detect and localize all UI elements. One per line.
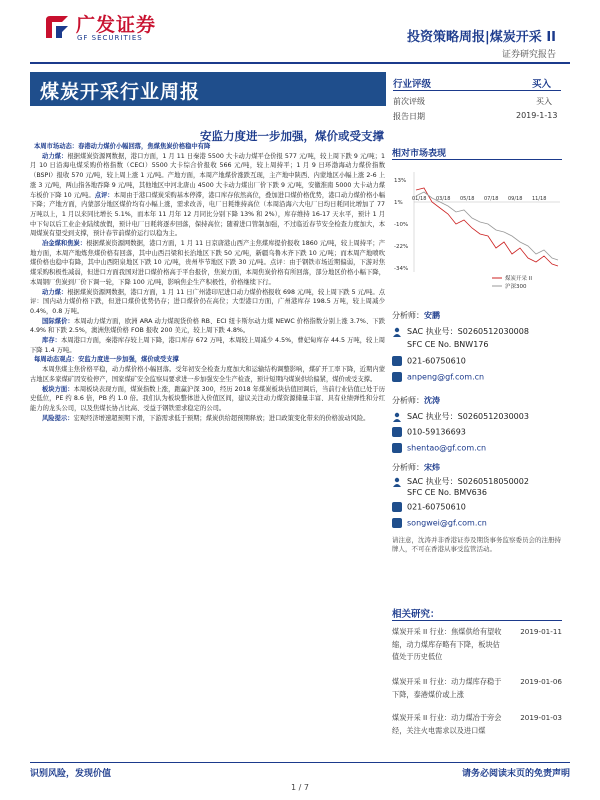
rating-date-value: 2019-1-13 xyxy=(516,111,558,120)
email-icon xyxy=(392,372,402,382)
x-tick-1: 03/18 xyxy=(436,196,451,202)
paragraph-weekly-view: 本周焦煤主焦价格平稳，动力煤价格小幅回落。受年初安全检查力度加大和运输结构调整影响，煤矿开工率下降，近期内蒙古地区多家煤矿因安检停产，国家煤矿安全监察局要求进一步加强安全生产检查，预计短期内煤炭供给偏紧，煤价或受支撑。 xyxy=(30,366,385,383)
analyst-label: 分析师： xyxy=(392,463,424,472)
rating-prev-key: 前次评级 xyxy=(393,97,425,106)
report-headline: 安监力度进一步加强，煤价或受支撑 xyxy=(200,129,384,143)
analyst-card-3 xyxy=(392,462,562,542)
phone-icon xyxy=(392,427,402,437)
section-weekly-view: 每周动态观点：安监力度进一步加强，煤价或受支撑 xyxy=(34,356,179,364)
report-body xyxy=(30,142,385,680)
email-icon xyxy=(392,443,402,453)
paragraph-sector: 板块方面：本周板块表现方面，煤炭指数上涨，跑赢沪深 300，经历 2018 年煤炭板块估值回调后，当前行业估值已处于历史低位，PE 约 8.6 倍，PB 约 1.0 倍。我们认为板块整体进入价值区间，建议关注动力煤资源储量丰富、具有业绩弹性和分红能力的龙头公司，以及焦煤长协占比高、受益于钢铁需求稳定的公司。 xyxy=(30,385,385,412)
y-tick-0: 13% xyxy=(394,178,407,184)
analyst-sac: SAC 执业号：S0260512030008 xyxy=(407,327,529,336)
analyst-sac: SAC 执业号：S0260512030003 xyxy=(407,412,529,421)
legend-index: 煤炭开采 II xyxy=(505,276,532,282)
report-title: 煤炭开采行业周报 xyxy=(40,81,201,103)
related-research-date: 2019-01-11 xyxy=(520,627,562,636)
paragraph-thermal-coal: 动力煤：根据煤炭资源网数据，港口方面，1 月 11 日秦港 5500 大卡动力煤平仓价报 577 元/吨，较上周下跌 9 元/吨；1 月 10 日沿海电煤采购价格指数（CECI）5500 大卡综合价报收 566 元/吨，较上周持平；1 月 9 日环渤海动力煤价指数（BSPI）报收 570 元/吨，较上周上涨 1 元/吨。产地方面，本周产地煤价涨跌互现，主产地中陕西、内蒙地区小幅上涨 2-6 上涨 3 元/吨，两山指各地吞降 9 元/吨，其他地区中河北唐山 4500 大卡动力煤出厂价下跌 9 元/吨，安徽淮南 5000 大卡动力煤车板价下降 10 元/吨。点评：本周由于港口煤炭采购基本停滞，港口库存依然高位，叠加进口煤价格优势，港口动力煤价格小幅下降；产地方面，内蒙部分地区煤价均有小幅上涨，需求改善，电厂日耗维持高位（本周沿海六大电厂日均日耗同比增加了 77 万吨以上，1 月以来同比增长 5.1%，而本年 11 月年 12 月同比分别下降 13% 和 2%），库存维持 16-17 天水平，预计 1 月中下旬以后工业企业陆续放假，预计电厂日耗将逐步回落，保持高位；随着进口管制加强，不过临近春节安全检查力度加大，本周煤炭有望受到支撑，预计春节前煤价运行以稳为主。 xyxy=(30,152,385,238)
footer-disclaimer-link[interactable]: 请务必阅读末页的免责声明 xyxy=(461,769,570,779)
paragraph-coking-coal: 冶金煤和焦炭：根据煤炭资源网数据，港口方面，1 月 11 日京唐港山西产主焦煤库提价报收 1860 元/吨，较上周持平；产地方面，本周产地炼焦煤价格有回落，其中山西吕梁和长治地区下跌 50 元/吨，新疆乌鲁木齐下跌 10 元/吨；而本周产地喷吹煤价格也稳中有降，其中山西阳泉地区下跌 10 元/吨，贵州毕节地区下跌 30 元/吨。点评：由于钢铁市场近期偏弱，下游对焦煤采购积极性减弱，但进口方面我国对进口煤价格高于平台报价，焦炭方面，本周焦炭价格有所回落，部分地区价格小幅下降，本周钢厂焦炭到厂价下调一轮，下降 100 元/吨，影响焦企生产积极性，价格继续下行。 xyxy=(30,240,385,286)
related-research-text: 煤炭开采 II 行业：动力煤冶于旁会经，关注火电需求以及进口煤 xyxy=(392,713,502,735)
performance-divider xyxy=(392,159,562,160)
related-research-date: 2019-01-03 xyxy=(520,713,562,722)
analyst-disclaimer-note: 请注意，沈涛并非香港证券及期货事务监察委员会的注册持牌人，不可在香港从事受监管活动。 xyxy=(392,536,561,553)
related-research-title: 相关研究： xyxy=(392,609,440,620)
report-subtitle: 证券研究报告 xyxy=(501,50,556,60)
rating-prev-value: 买入 xyxy=(536,97,552,106)
brand-name: 广发证券 xyxy=(76,14,157,36)
analyst-email: shentao@gf.com.cn xyxy=(407,443,487,453)
phone-icon xyxy=(392,502,402,512)
rating-label: 行业评级 xyxy=(393,79,432,90)
analyst-name: 安鹏 xyxy=(424,311,440,320)
analyst-sfc: SFC CE No. BMV636 xyxy=(407,488,487,497)
analyst-phone: 021-60750610 xyxy=(407,356,466,366)
person-icon xyxy=(392,412,402,422)
analyst-sfc: SFC CE No. BNW176 xyxy=(407,340,489,349)
x-tick-5: 11/18 xyxy=(532,196,547,202)
brand-english-name: GF SECURITIES xyxy=(77,34,143,42)
related-research-item-2[interactable] xyxy=(392,676,562,701)
analyst-label: 分析师： xyxy=(392,396,424,405)
page-number: 1 / 7 xyxy=(291,783,309,792)
analyst-phone: 021-60750610 xyxy=(407,502,466,512)
x-tick-0: 01/18 xyxy=(412,196,427,202)
related-research-item-1[interactable] xyxy=(392,626,562,664)
footer-slogan: 识别风险，发现价值 xyxy=(30,769,112,779)
analyst-label: 分析师： xyxy=(392,311,424,320)
relative-performance-chart xyxy=(392,162,562,290)
email-icon xyxy=(392,518,402,528)
person-icon xyxy=(392,327,402,337)
rating-value: 买入 xyxy=(532,79,552,90)
paragraph-risk: 风险提示：宏观经济增速超预期下滑，下游需求低于预期；煤炭供给超预期释放；进口政策变化带来的价格波动风险。 xyxy=(42,414,370,422)
related-research-text: 煤炭开采 II 行业：动力煤库存稳于下降，泰港煤价或上涨 xyxy=(392,677,502,699)
paragraph-intl-coal: 国际煤价：本周动力煤方面，欧洲 ARA 动力煤现货价格 RB、ECI 纽卡斯尔动力煤 NEWC 价格指数分别上涨 3.7%、下跌 4.9% 和下跌 2.5%，澳洲焦煤价格 FOB 报收 200 美元，较上周下跌 4.8%。 xyxy=(30,317,385,335)
related-research-text: 煤炭开采 II 行业：焦煤供给有望收缩，动力煤库存略有下降，板块估值处于历史低位 xyxy=(392,627,502,661)
y-tick-2: -10% xyxy=(394,222,409,228)
phone-icon xyxy=(392,356,402,366)
report-type: 投资策略周报|煤炭开采 II xyxy=(407,30,556,45)
related-research-item-3[interactable] xyxy=(392,712,562,737)
x-tick-2: 05/18 xyxy=(460,196,475,202)
analyst-name: 宋炜 xyxy=(424,463,440,472)
section-market: 本周市场动态：春港动力煤价小幅回落，焦煤焦炭价格稳中有降 xyxy=(34,143,211,150)
relative-performance-title: 相对市场表现 xyxy=(392,149,447,159)
y-tick-4: -34% xyxy=(394,266,409,272)
header-divider xyxy=(30,62,570,64)
analyst-card-2 xyxy=(392,395,562,461)
legend-market: 沪深300 xyxy=(505,284,527,290)
paragraph-inventory: 库存：本周港口方面，秦港库存较上周下降，港口库存 672 万吨，本周较上周减少 4.5%，曹妃甸库存 44.5 万吨，较上周下降 1.4 万吨。 xyxy=(30,337,385,354)
x-tick-3: 07/18 xyxy=(484,196,499,202)
analyst-email: anpeng@gf.com.cn xyxy=(407,372,485,382)
related-research-date: 2019-01-06 xyxy=(520,677,562,686)
footer-divider xyxy=(30,762,570,763)
brand-logo-icon xyxy=(42,12,72,42)
analyst-phone: 010-59136693 xyxy=(407,427,466,437)
analyst-card-1 xyxy=(392,310,562,390)
x-tick-4: 09/18 xyxy=(508,196,523,202)
related-research-divider xyxy=(392,620,562,621)
analyst-name: 沈涛 xyxy=(424,396,440,405)
analyst-email: songwei@gf.com.cn xyxy=(407,518,487,528)
person-icon xyxy=(392,477,402,487)
y-tick-3: -22% xyxy=(394,244,409,250)
rating-date-key: 报告日期 xyxy=(393,112,425,121)
paragraph-import-coal: 动力煤：根据煤炭资源网数据，港口方面，1 月 11 日广州港印尼进口动力煤价格报收 698 元/吨，较上周下跌 5 元/吨。点评：国内动力煤价格下跌，但进口煤价优势仍存；进口煤价仍在高位；大型港口方面，广州港库存 198.5 万吨，较上周减少 0.4%，0.8 万吨。 xyxy=(30,288,385,315)
y-tick-1: 1% xyxy=(394,200,403,206)
analyst-sac: SAC 执业号：S0260518050002 xyxy=(407,477,529,486)
